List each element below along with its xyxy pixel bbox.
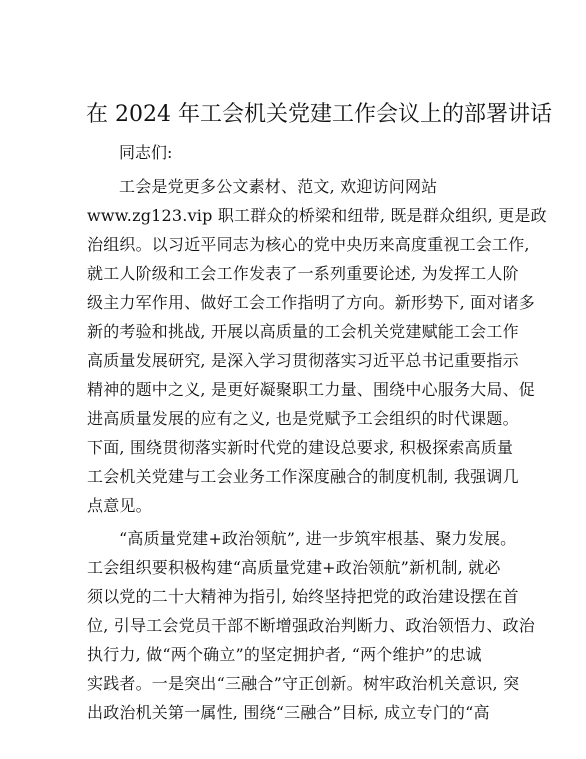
paragraph-line: 级主力军作用、做好工会工作指明了方向。新形势下, 面对诸多	[87, 293, 535, 312]
paragraph-line: 须以党的二十大精神为指引, 始终坚持把党的政治建设摆在首	[87, 587, 519, 606]
paragraph-line: 新的考验和挑战, 开展以高质量的工会机关党建赋能工会工作	[87, 322, 519, 341]
document-title: 在 2024 年工会机关党建工作会议上的部署讲话	[86, 102, 552, 127]
paragraph-line: www.zg123.vip 职工群众的桥梁和纽带, 既是群众组织, 更是政	[87, 206, 547, 225]
salutation: 同志们:	[119, 143, 173, 162]
paragraph-line: 就工人阶级和工会工作发表了一系列重要论述, 为发挥工人阶	[87, 264, 519, 283]
paragraph-line: 治组织。以习近平同志为核心的党中央历来高度重视工会工作,	[87, 235, 530, 254]
paragraph-line: 工会机关党建与工会业务工作深度融合的制度机制, 我强调几	[87, 467, 519, 486]
paragraph-line: 位, 引导工会党员干部不断增强政治判断力、政治领悟力、政治	[87, 616, 535, 635]
paragraph-line: 工会组织要积极构建“高质量党建+政治领航”新机制, 就必	[87, 558, 501, 577]
paragraph-line: 点意见。	[87, 496, 152, 515]
paragraph-line: 工会是党更多公文素材、范文, 欢迎访问网站	[119, 177, 438, 196]
paragraph-line: 精神的题中之义, 是更好凝聚职工力量、围绕中心服务大局、促	[87, 380, 535, 399]
paragraph-line: 高质量发展研究, 是深入学习贯彻落实习近平总书记重要指示	[87, 351, 519, 370]
paragraph-line: 实践者。一是突出“三融合”守正创新。树牢政治机关意识, 突	[87, 674, 520, 693]
paragraph-line: 下面, 围绕贯彻落实新时代党的建设总要求, 积极探索高质量	[87, 438, 514, 457]
paragraph-line: “高质量党建+政治领航”, 进一步筑牢根基、聚力发展。	[119, 529, 517, 548]
paragraph-line: 出政治机关第一属性, 围绕“三融合”目标, 成立专门的“高	[87, 703, 490, 722]
paragraph-line: 执行力, 做“两个确立”的坚定拥护者, “两个维护”的忠诚	[87, 645, 482, 664]
paragraph-line: 进高质量发展的应有之义, 也是党赋予工会组织的时代课题。	[87, 409, 519, 428]
